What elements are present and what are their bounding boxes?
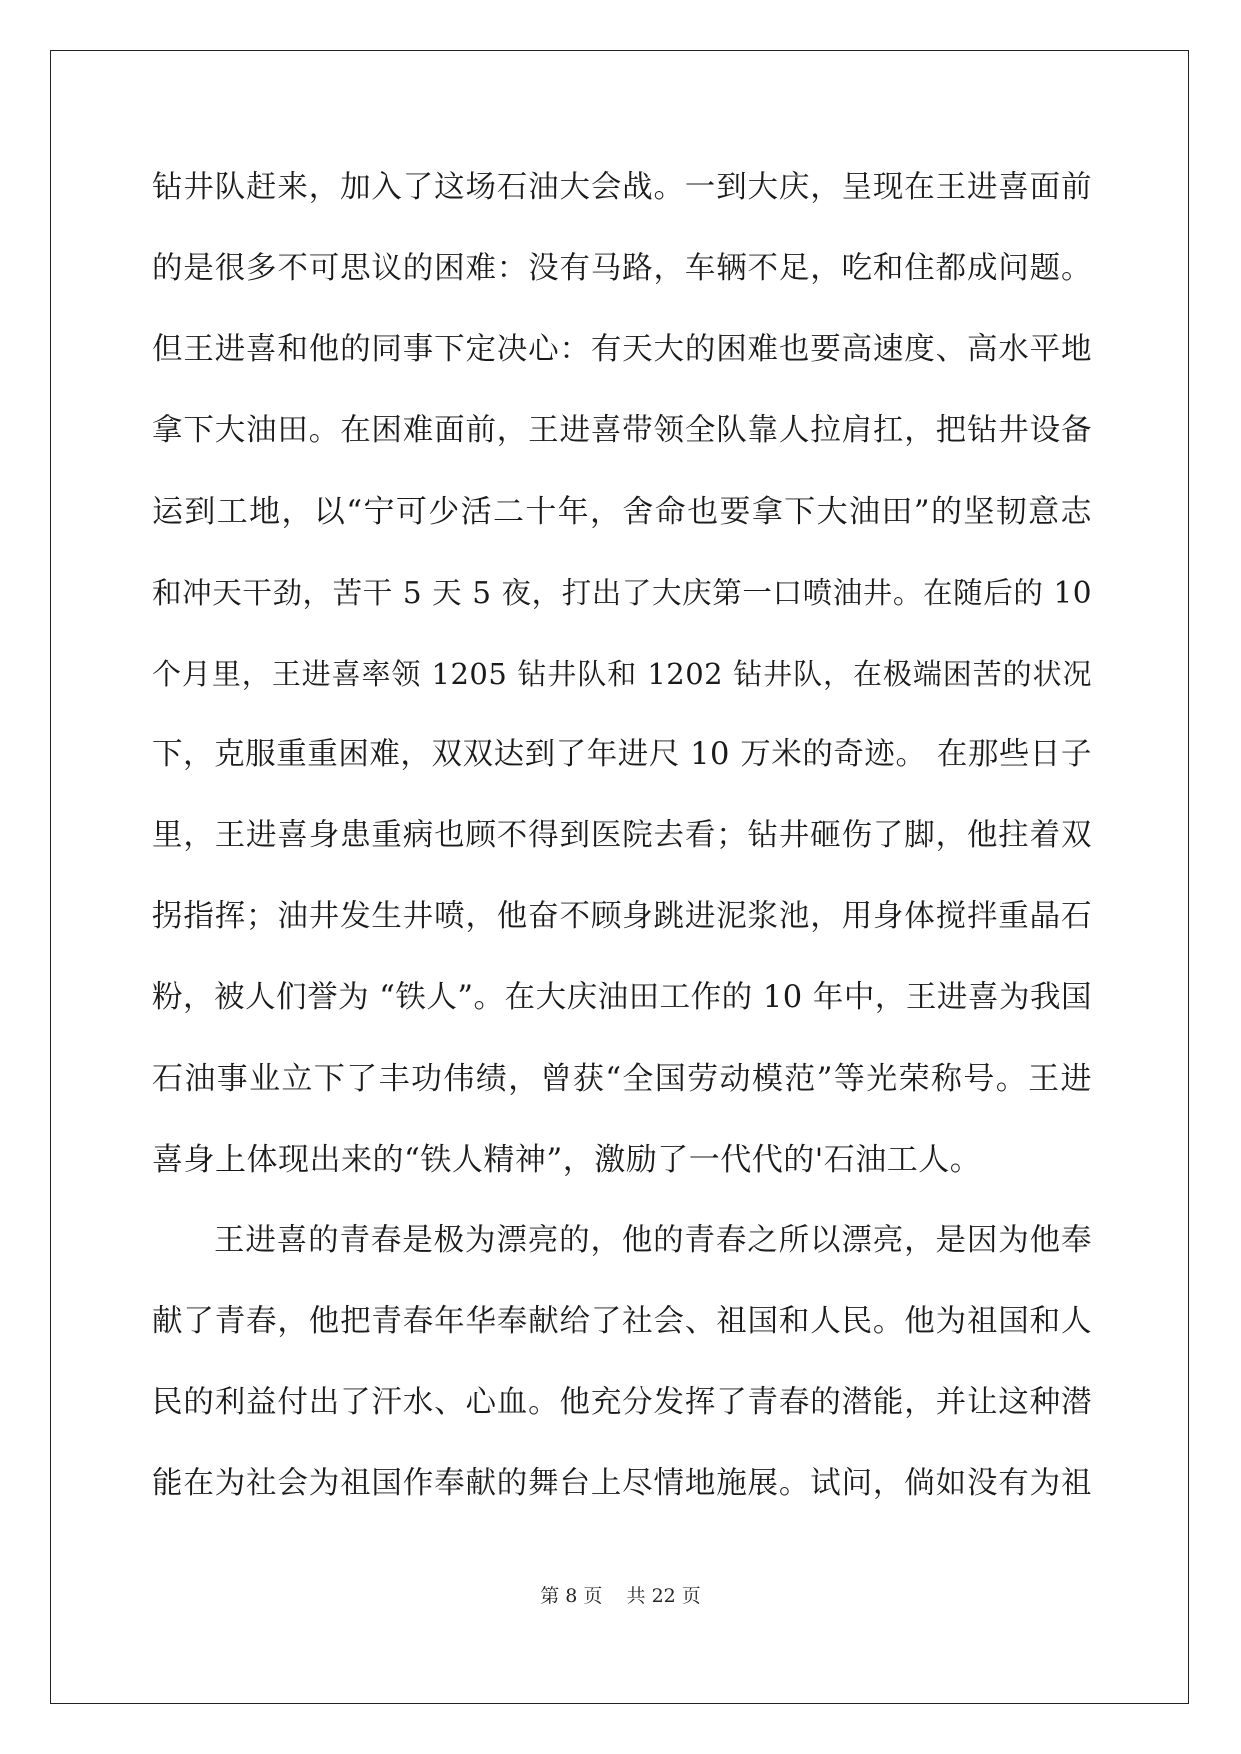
body-line: 民的利益付出了汗水、心血。他充分发挥了青春的潜能，并让这种潜 xyxy=(152,1385,1092,1420)
body-line: 献了青春，他把青春年华奉献给了社会、祖国和人民。他为祖国和人 xyxy=(152,1304,1092,1339)
body-line: 但王进喜和他的同事下定决心：有天大的困难也要高速度、高水平地 xyxy=(152,332,1092,367)
body-line: 的是很多不可思议的困难：没有马路，车辆不足，吃和住都成问题。 xyxy=(152,251,1092,286)
body-line: 王进喜的青春是极为漂亮的，他的青春之所以漂亮，是因为他奉 xyxy=(214,1223,1092,1258)
body-line: 粉，被人们誉为 “铁人”。在大庆油田工作的 10 年中，王进喜为我国 xyxy=(152,980,1092,1015)
body-line: 能在为社会为祖国作奉献的舞台上尽情地施展。试问，倘如没有为祖 xyxy=(152,1466,1092,1501)
body-line: 拿下大油田。在困难面前，王进喜带领全队靠人拉肩扛，把钻井设备 xyxy=(152,413,1092,448)
body-line: 钻井队赶来，加入了这场石油大会战。一到大庆，呈现在王进喜面前 xyxy=(152,170,1092,205)
body-line: 喜身上体现出来的“铁人精神”，激励了一代代的'石油工人。 xyxy=(152,1142,982,1178)
document-body xyxy=(152,156,1092,1533)
body-line: 拐指挥；油井发生井喷，他奋不顾身跳进泥浆池，用身体搅拌重晶石 xyxy=(152,899,1092,934)
body-line: 里，王进喜身患重病也顾不得到医院去看；钻井砸伤了脚，他拄着双 xyxy=(152,818,1092,853)
body-line: 运到工地，以“宁可少活二十年，舍命也要拿下大油田”的坚韧意志 xyxy=(152,494,1092,530)
body-line: 石油事业立下了丰功伟绩，曾获“全国劳动模范”等光荣称号。王进 xyxy=(152,1061,1092,1097)
body-line: 下，克服重重困难，双双达到了年进尺 10 万米的奇迹。 在那些日子 xyxy=(152,737,1092,772)
page-number: 第 8 页 共 22 页 xyxy=(540,1585,701,1607)
body-line: 和冲天干劲，苦干 5 天 5 夜，打出了大庆第一口喷油井。在随后的 10 xyxy=(152,576,1092,610)
body-line: 个月里，王进喜率领 1205 钻井队和 1202 钻井队，在极端困苦的状况 xyxy=(152,657,1092,691)
